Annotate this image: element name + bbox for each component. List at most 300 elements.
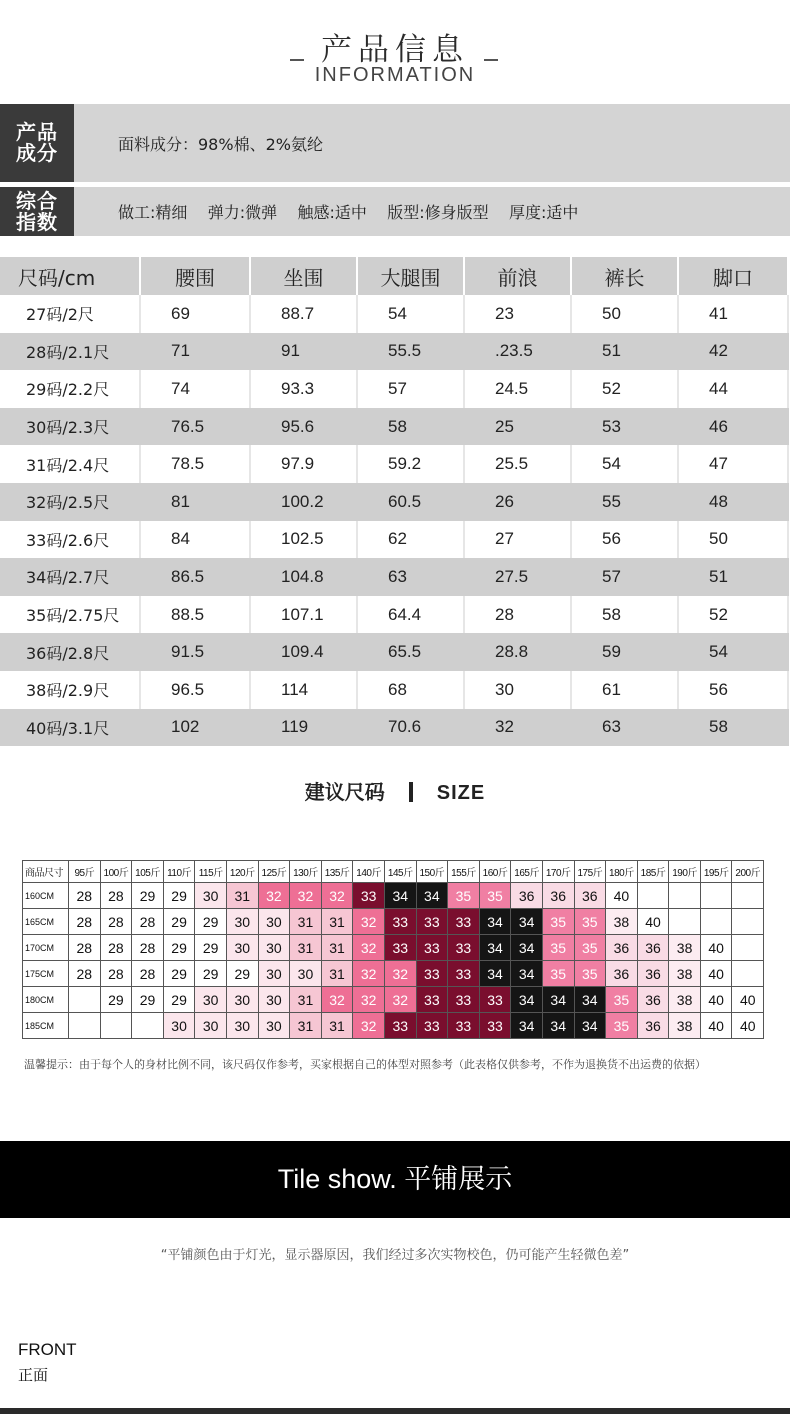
size-tip-note: 温馨提示：由于每个人的身材比例不同，该尺码仅作参考，买家根据自己的体型对照参考（此表格仅供参考，不作为退换货不出运费的依据） [24, 1058, 706, 1071]
size-cell: 34 [511, 1013, 543, 1039]
column-header: 坐围 [250, 257, 357, 295]
weight-header: 165斤 [511, 861, 543, 883]
weight-header: 120斤 [226, 861, 258, 883]
table-cell: 38码/2.9尺 [0, 671, 140, 709]
size-cell: 30 [195, 1013, 227, 1039]
table-cell: 50 [678, 521, 788, 559]
size-cell: 36 [574, 883, 606, 909]
weight-header: 145斤 [384, 861, 416, 883]
table-cell: 40码/3.1尺 [0, 709, 140, 747]
size-cell: 30 [226, 909, 258, 935]
weight-header: 130斤 [290, 861, 322, 883]
table-row [0, 408, 788, 446]
height-label: 170CM [23, 935, 69, 961]
size-cell: 32 [321, 883, 353, 909]
size-cell: 40 [606, 883, 638, 909]
size-cell: 35 [542, 935, 574, 961]
table-row [0, 633, 788, 671]
table-cell: 25 [464, 408, 571, 446]
size-cell: 33 [448, 1013, 480, 1039]
size-cell: 35 [606, 987, 638, 1013]
size-cell: 31 [290, 909, 322, 935]
grid-corner-label: 商品尺寸 [23, 861, 69, 883]
height-label: 160CM [23, 883, 69, 909]
size-cell: 33 [479, 987, 511, 1013]
table-cell: 63 [571, 709, 678, 747]
size-cell: 31 [321, 1013, 353, 1039]
table-cell: 100.2 [250, 483, 357, 521]
table-cell: 36码/2.8尺 [0, 633, 140, 671]
table-cell: 54 [678, 633, 788, 671]
size-cell: 32 [353, 909, 385, 935]
size-cell [669, 909, 701, 935]
table-cell: 59.2 [357, 445, 464, 483]
table-cell: 28 [464, 596, 571, 634]
size-cell: 28 [69, 909, 101, 935]
size-cell: 31 [321, 961, 353, 987]
size-cell: 29 [132, 883, 164, 909]
size-cell: 30 [226, 1013, 258, 1039]
grid-row [23, 935, 764, 961]
size-cell: 30 [226, 935, 258, 961]
table-cell: 47 [678, 445, 788, 483]
size-cell [69, 987, 101, 1013]
table-cell: 97.9 [250, 445, 357, 483]
size-cell: 38 [669, 935, 701, 961]
size-cell: 31 [290, 987, 322, 1013]
size-cell: 30 [258, 935, 290, 961]
weight-header: 135斤 [321, 861, 353, 883]
title-dash-left [290, 59, 304, 61]
index-label-top: 综合 [16, 188, 58, 213]
size-cell: 30 [195, 883, 227, 909]
table-cell: 93.3 [250, 370, 357, 408]
size-cell: 34 [511, 935, 543, 961]
table-cell: 33码/2.6尺 [0, 521, 140, 559]
table-cell: 34码/2.7尺 [0, 558, 140, 596]
size-cell: 38 [669, 1013, 701, 1039]
info-title: 产品信息 [321, 32, 469, 68]
table-cell: 65.5 [357, 633, 464, 671]
index-text: 做工:精细 弹力:微弹 触感:适中 版型:修身版型 厚度:适中 [118, 203, 579, 222]
size-cell: 29 [195, 935, 227, 961]
size-cell: 34 [384, 883, 416, 909]
size-cell: 31 [290, 1013, 322, 1039]
size-cell: 36 [511, 883, 543, 909]
composition-label-bottom: 成分 [16, 141, 58, 165]
grid-row [23, 883, 764, 909]
table-row [0, 445, 788, 483]
table-row [0, 558, 788, 596]
size-cell: 36 [637, 935, 669, 961]
size-cell: 34 [574, 987, 606, 1013]
table-cell: 70.6 [357, 709, 464, 747]
table-cell: 52 [571, 370, 678, 408]
size-cell: 38 [669, 987, 701, 1013]
size-cell: 33 [384, 1013, 416, 1039]
table-cell: 32码/2.5尺 [0, 483, 140, 521]
height-label: 175CM [23, 961, 69, 987]
size-cell: 33 [448, 935, 480, 961]
size-cell: 33 [448, 987, 480, 1013]
table-cell: 56 [571, 521, 678, 559]
weight-header: 160斤 [479, 861, 511, 883]
suggest-title-zh: 建议尺码 [304, 780, 385, 804]
table-cell: .23.5 [464, 333, 571, 371]
grid-row [23, 1013, 764, 1039]
grid-row [23, 961, 764, 987]
table-cell: 55 [571, 483, 678, 521]
table-cell: 57 [357, 370, 464, 408]
table-row [0, 483, 788, 521]
size-cell: 35 [479, 883, 511, 909]
table-cell: 88.5 [140, 596, 250, 634]
weight-header: 125斤 [258, 861, 290, 883]
size-cell: 36 [637, 987, 669, 1013]
size-cell: 28 [100, 883, 132, 909]
table-cell: 86.5 [140, 558, 250, 596]
weight-header: 195斤 [700, 861, 732, 883]
grid-row [23, 987, 764, 1013]
table-row [0, 333, 788, 371]
weight-header: 140斤 [353, 861, 385, 883]
table-cell: 57 [571, 558, 678, 596]
table-cell: 61 [571, 671, 678, 709]
table-cell: 51 [678, 558, 788, 596]
table-cell: 23 [464, 295, 571, 333]
info-header [0, 0, 790, 100]
index-bar [0, 187, 790, 236]
size-cell [732, 883, 764, 909]
size-cell [700, 909, 732, 935]
front-label-en: FRONT [18, 1340, 77, 1359]
size-cell [700, 883, 732, 909]
info-subtitle: INFORMATION [314, 64, 476, 86]
size-cell: 38 [606, 909, 638, 935]
size-cell: 38 [669, 961, 701, 987]
size-cell: 33 [416, 1013, 448, 1039]
table-cell: 81 [140, 483, 250, 521]
size-table-body [0, 295, 788, 746]
table-cell: 58 [678, 709, 788, 747]
table-cell: 48 [678, 483, 788, 521]
size-cell: 34 [574, 1013, 606, 1039]
composition-bar [0, 104, 790, 182]
size-cell: 40 [732, 987, 764, 1013]
table-cell: 59 [571, 633, 678, 671]
table-cell: 27码/2尺 [0, 295, 140, 333]
size-cell: 33 [384, 909, 416, 935]
size-cell: 40 [700, 961, 732, 987]
size-cell: 29 [195, 909, 227, 935]
size-cell: 33 [416, 935, 448, 961]
size-cell: 29 [163, 935, 195, 961]
size-cell: 30 [290, 961, 322, 987]
size-cell: 33 [448, 909, 480, 935]
table-cell: 26 [464, 483, 571, 521]
size-cell: 29 [226, 961, 258, 987]
size-cell: 36 [606, 961, 638, 987]
table-cell: 69 [140, 295, 250, 333]
size-cell: 35 [574, 961, 606, 987]
table-cell: 102 [140, 709, 250, 747]
table-row [0, 295, 788, 333]
table-cell: 27.5 [464, 558, 571, 596]
table-cell: 107.1 [250, 596, 357, 634]
table-cell: 30码/2.3尺 [0, 408, 140, 446]
index-label-bottom: 指数 [16, 209, 58, 234]
table-cell: 63 [357, 558, 464, 596]
size-table-header [0, 257, 788, 295]
size-cell: 28 [69, 961, 101, 987]
table-cell: 102.5 [250, 521, 357, 559]
size-cell: 40 [637, 909, 669, 935]
tile-show-banner: Tile show. 平铺展示 [0, 1141, 790, 1218]
table-cell: 27 [464, 521, 571, 559]
size-cell: 28 [132, 909, 164, 935]
table-cell: 55.5 [357, 333, 464, 371]
weight-header: 185斤 [637, 861, 669, 883]
weight-header: 170斤 [542, 861, 574, 883]
table-cell: 42 [678, 333, 788, 371]
table-cell: 24.5 [464, 370, 571, 408]
size-cell: 34 [416, 883, 448, 909]
size-cell: 29 [163, 961, 195, 987]
size-cell: 30 [258, 987, 290, 1013]
size-cell: 35 [574, 909, 606, 935]
weight-header: 100斤 [100, 861, 132, 883]
size-cell: 34 [542, 1013, 574, 1039]
table-cell: 68 [357, 671, 464, 709]
column-header: 大腿围 [357, 257, 464, 295]
size-cell: 29 [163, 883, 195, 909]
column-header: 前浪 [464, 257, 571, 295]
weight-header: 200斤 [732, 861, 764, 883]
size-cell: 28 [69, 883, 101, 909]
table-cell: 54 [571, 445, 678, 483]
size-cell: 34 [479, 935, 511, 961]
front-label-zh: 正面 [18, 1366, 49, 1384]
weight-header: 180斤 [606, 861, 638, 883]
table-cell: 71 [140, 333, 250, 371]
color-disclaimer: “平铺颜色由于灯光，显示器原因，我们经过多次实物校色，仍可能产生轻微色差” [160, 1248, 630, 1263]
table-cell: 64.4 [357, 596, 464, 634]
table-cell: 44 [678, 370, 788, 408]
table-cell: 88.7 [250, 295, 357, 333]
column-header: 脚口 [678, 257, 788, 295]
size-cell: 30 [258, 1013, 290, 1039]
height-label: 180CM [23, 987, 69, 1013]
table-row [0, 709, 788, 747]
size-cell [100, 1013, 132, 1039]
size-cell: 40 [732, 1013, 764, 1039]
size-cell: 28 [132, 961, 164, 987]
size-cell [132, 1013, 164, 1039]
size-cell: 29 [163, 909, 195, 935]
grid-row [23, 909, 764, 935]
column-header: 裤长 [571, 257, 678, 295]
size-cell: 40 [700, 987, 732, 1013]
size-cell: 31 [321, 935, 353, 961]
column-header: 尺码/cm [0, 257, 140, 295]
size-cell: 33 [416, 909, 448, 935]
table-cell: 30 [464, 671, 571, 709]
size-cell: 33 [353, 883, 385, 909]
height-label: 165CM [23, 909, 69, 935]
table-cell: 78.5 [140, 445, 250, 483]
size-cell: 34 [511, 987, 543, 1013]
size-cell: 32 [353, 1013, 385, 1039]
weight-header: 105斤 [132, 861, 164, 883]
size-cell: 32 [384, 987, 416, 1013]
table-cell: 114 [250, 671, 357, 709]
size-cell: 34 [511, 961, 543, 987]
size-cell: 33 [448, 961, 480, 987]
composition-label-top: 产品 [16, 120, 58, 144]
size-cell: 31 [321, 909, 353, 935]
table-cell: 74 [140, 370, 250, 408]
size-cell: 28 [100, 935, 132, 961]
table-cell: 29码/2.2尺 [0, 370, 140, 408]
size-cell: 30 [226, 987, 258, 1013]
column-header: 腰围 [140, 257, 250, 295]
size-cell: 35 [542, 909, 574, 935]
table-cell: 58 [571, 596, 678, 634]
weight-header: 95斤 [69, 861, 101, 883]
table-cell: 76.5 [140, 408, 250, 446]
size-cell: 29 [195, 961, 227, 987]
size-cell: 40 [700, 935, 732, 961]
size-table [0, 257, 789, 746]
size-cell: 34 [542, 987, 574, 1013]
front-label [18, 1340, 77, 1385]
table-cell: 91.5 [140, 633, 250, 671]
title-dash-right [484, 59, 498, 61]
size-cell: 32 [384, 961, 416, 987]
composition-label [0, 104, 74, 182]
size-cell: 32 [353, 987, 385, 1013]
suggest-title-en: SIZE [436, 782, 486, 804]
size-cell: 33 [416, 961, 448, 987]
table-cell: 91 [250, 333, 357, 371]
size-cell: 35 [542, 961, 574, 987]
size-cell: 28 [132, 935, 164, 961]
size-recommendation-grid [22, 860, 764, 1039]
size-cell: 30 [258, 909, 290, 935]
size-cell: 40 [700, 1013, 732, 1039]
size-cell: 32 [290, 883, 322, 909]
table-cell: 109.4 [250, 633, 357, 671]
size-cell: 32 [321, 987, 353, 1013]
index-label [0, 187, 74, 236]
table-cell: 31码/2.4尺 [0, 445, 140, 483]
weight-header: 115斤 [195, 861, 227, 883]
size-cell [669, 883, 701, 909]
size-cell: 31 [290, 935, 322, 961]
table-cell: 104.8 [250, 558, 357, 596]
size-cell: 29 [100, 987, 132, 1013]
table-cell: 56 [678, 671, 788, 709]
height-label: 185CM [23, 1013, 69, 1039]
size-cell: 33 [416, 987, 448, 1013]
table-cell: 53 [571, 408, 678, 446]
table-row [0, 671, 788, 709]
table-cell: 119 [250, 709, 357, 747]
size-cell: 34 [479, 909, 511, 935]
product-image-edge [0, 1408, 790, 1414]
weight-header: 150斤 [416, 861, 448, 883]
size-cell: 33 [384, 935, 416, 961]
suggest-title [0, 776, 790, 805]
size-cell: 34 [479, 961, 511, 987]
size-cell: 31 [226, 883, 258, 909]
size-cell: 36 [637, 1013, 669, 1039]
table-row [0, 596, 788, 634]
size-cell: 29 [163, 987, 195, 1013]
size-cell: 35 [448, 883, 480, 909]
grid-header-row [23, 861, 764, 883]
size-cell: 28 [100, 909, 132, 935]
size-cell [732, 935, 764, 961]
size-cell [637, 883, 669, 909]
weight-header: 110斤 [163, 861, 195, 883]
size-cell: 30 [258, 961, 290, 987]
size-cell: 35 [574, 935, 606, 961]
weight-header: 190斤 [669, 861, 701, 883]
size-cell: 30 [163, 1013, 195, 1039]
size-cell: 32 [353, 935, 385, 961]
size-cell [69, 1013, 101, 1039]
table-row [0, 370, 788, 408]
table-cell: 54 [357, 295, 464, 333]
size-cell: 32 [353, 961, 385, 987]
table-cell: 35码/2.75尺 [0, 596, 140, 634]
size-cell [732, 961, 764, 987]
size-cell: 36 [637, 961, 669, 987]
table-cell: 41 [678, 295, 788, 333]
table-cell: 84 [140, 521, 250, 559]
composition-text: 面料成分：98%棉、2%氨纶 [118, 134, 323, 154]
size-cell: 30 [195, 987, 227, 1013]
table-cell: 46 [678, 408, 788, 446]
size-cell: 28 [100, 961, 132, 987]
weight-header: 155斤 [448, 861, 480, 883]
weight-header: 175斤 [574, 861, 606, 883]
table-cell: 28码/2.1尺 [0, 333, 140, 371]
table-cell: 52 [678, 596, 788, 634]
size-cell [732, 909, 764, 935]
size-cell: 34 [511, 909, 543, 935]
size-cell: 35 [606, 1013, 638, 1039]
title-divider [409, 782, 413, 802]
table-row [0, 521, 788, 559]
table-cell: 50 [571, 295, 678, 333]
table-cell: 58 [357, 408, 464, 446]
size-cell: 32 [258, 883, 290, 909]
table-cell: 51 [571, 333, 678, 371]
table-cell: 60.5 [357, 483, 464, 521]
table-cell: 62 [357, 521, 464, 559]
table-cell: 25.5 [464, 445, 571, 483]
table-cell: 95.6 [250, 408, 357, 446]
size-cell: 33 [479, 1013, 511, 1039]
size-cell: 29 [132, 987, 164, 1013]
table-cell: 32 [464, 709, 571, 747]
size-cell: 28 [69, 935, 101, 961]
size-cell: 36 [542, 883, 574, 909]
table-cell: 96.5 [140, 671, 250, 709]
table-cell: 28.8 [464, 633, 571, 671]
